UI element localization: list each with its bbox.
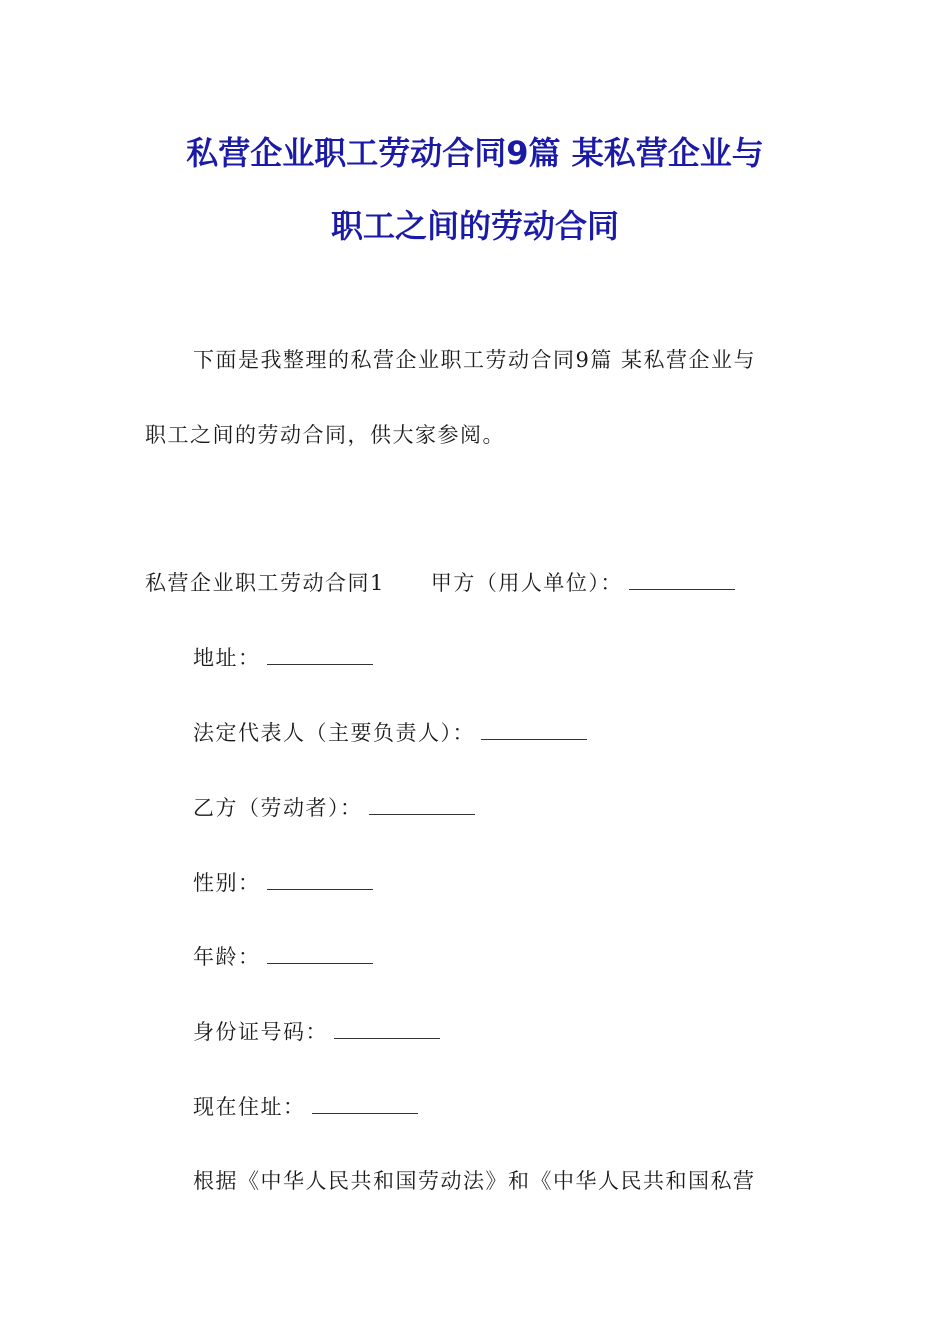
- age-row: [193, 942, 373, 972]
- party-a-label: 甲方（用人单位）：: [430, 571, 623, 595]
- basis-text-line: 根据《中华人民共和国劳动法》和《中华人民共和国私营: [193, 1169, 756, 1193]
- party-b-row: [193, 793, 475, 823]
- party-a-blank: [629, 569, 735, 590]
- legal-rep-label: 法定代表人（主要负责人）：: [193, 721, 475, 745]
- intro-line-1: 下面是我整理的私营企业职工劳动合同9篇 某私营企业与: [193, 348, 757, 372]
- intro-line-2: 职工之间的劳动合同，供大家参阅。: [145, 423, 505, 447]
- age-blank: [267, 943, 373, 964]
- contract-heading-row: [145, 568, 735, 598]
- address-row: [193, 643, 373, 673]
- contract-heading: 私营企业职工劳动合同1: [145, 571, 385, 595]
- gender-label: 性别：: [193, 871, 261, 895]
- current-address-blank: [312, 1093, 418, 1114]
- gender-row: [193, 868, 373, 898]
- id-number-label: 身份证号码：: [193, 1020, 328, 1044]
- party-b-blank: [369, 794, 475, 815]
- current-address-label: 现在住址：: [193, 1095, 306, 1119]
- document-title-line-2: 职工之间的劳动合同: [330, 207, 619, 245]
- id-number-row: [193, 1017, 440, 1047]
- address-blank: [267, 644, 373, 665]
- legal-rep-blank: [481, 719, 587, 740]
- gender-blank: [267, 869, 373, 890]
- party-b-label: 乙方（劳动者）：: [193, 796, 363, 820]
- current-address-row: [193, 1092, 418, 1122]
- address-label: 地址：: [193, 646, 261, 670]
- age-label: 年龄：: [193, 945, 261, 969]
- document-title-line-1: 私营企业职工劳动合同9篇 某私营企业与: [186, 134, 764, 172]
- legal-rep-row: [193, 718, 587, 748]
- id-number-blank: [334, 1018, 440, 1039]
